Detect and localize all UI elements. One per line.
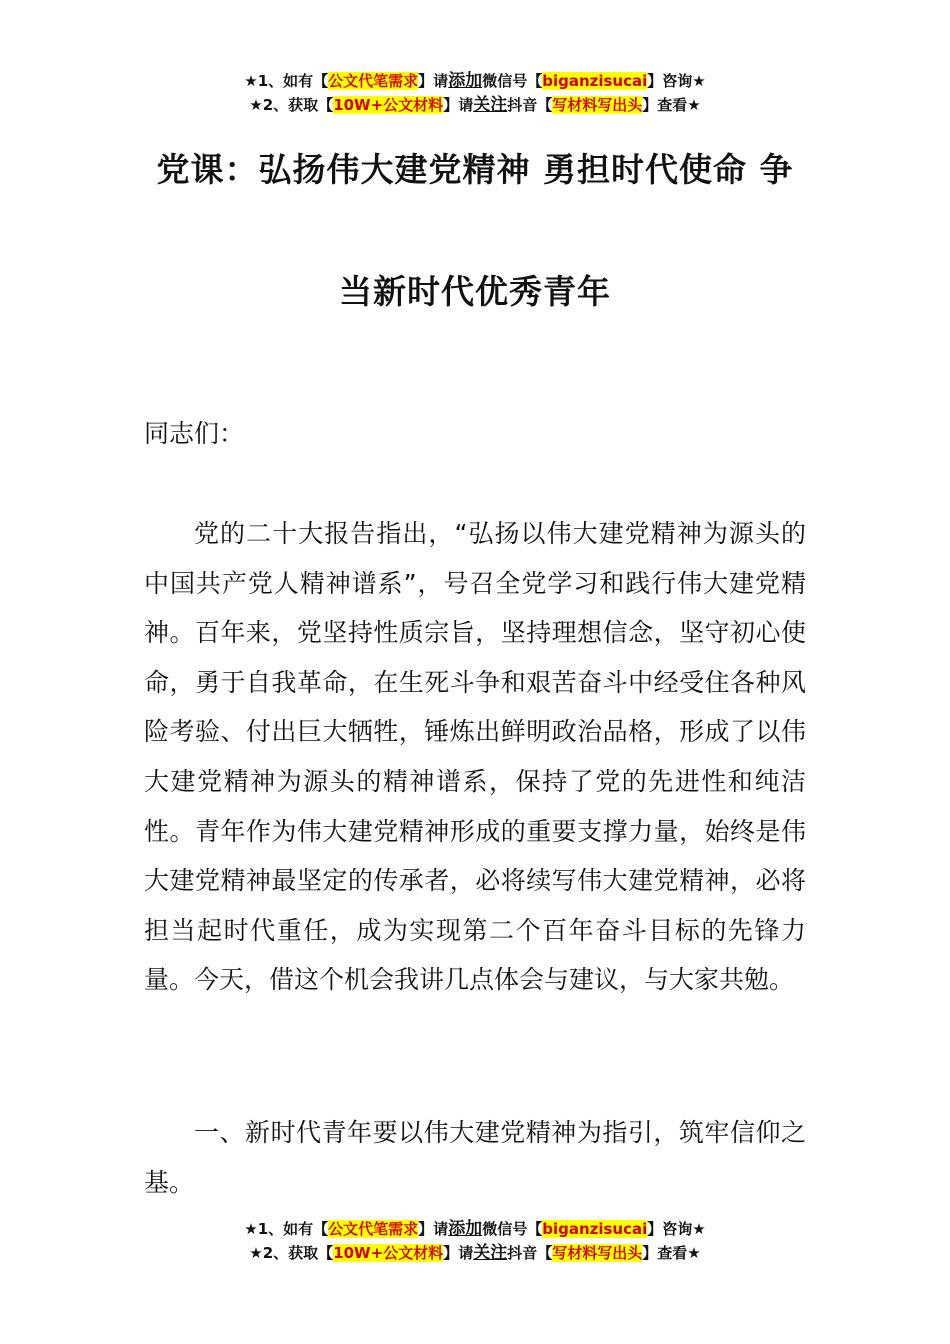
- promo-line-1: [0, 69, 950, 93]
- promo-text: ★2、获取【: [249, 1244, 334, 1262]
- body-paragraph-2: 一、新时代青年要以伟大建党精神为指引，筑牢信仰之基。: [144, 1118, 806, 1197]
- document-title-line-1: 党课：弘扬伟大建党精神 勇担时代使命 争: [156, 150, 794, 189]
- promo-highlight-materials: 10W+公文材料: [333, 96, 444, 114]
- promo-highlight-wechat-id: biganzisucai: [542, 1220, 648, 1238]
- footer-promo-banner: [0, 1217, 950, 1265]
- promo-text: 微信号【: [482, 1220, 543, 1238]
- promo-text: 】咨询★: [647, 1220, 706, 1238]
- promo-highlight-douyin: 写材料写出头: [552, 96, 643, 114]
- promo-text: 微信号【: [482, 72, 543, 90]
- promo-text: ★2、获取【: [249, 96, 334, 114]
- promo-text: 抖音【: [507, 1244, 553, 1262]
- promo-highlight-materials: 10W+公文材料: [333, 1244, 444, 1262]
- promo-underline-follow: 关注: [473, 95, 508, 115]
- promo-text: 】查看★: [642, 96, 701, 114]
- promo-text: ★1、如有【: [244, 72, 329, 90]
- greeting: 同志们：: [144, 419, 245, 448]
- body-paragraph-1: 党的二十大报告指出，“弘扬以伟大建党精神为源头的中国共产党人精神谱系”，号召全党学习和践行伟大建党精神。百年来，党坚持性质宗旨，坚持理想信念，坚守初心使命，勇于自我革命，在生死斗争和艰苦奋斗中经受住各种风险考验、付出巨大牺牲，锤炼出鲜明政治品格，形成了以伟大建党精神为源头的精神谱系，保持了党的先进性和纯洁性。青年作为伟大建党精神形成的重要支撑力量，始终是伟大建党精神最坚定的传承者，必将续写伟大建党精神，必将担当起时代重任，成为实现第二个百年奋斗目标的先锋力量。今天，借这个机会我讲几点体会与建议，与大家共勉。: [144, 519, 806, 995]
- promo-text: 】咨询★: [647, 72, 706, 90]
- promo-underline-follow: 关注: [473, 1243, 508, 1263]
- promo-highlight-wechat-id: biganzisucai: [542, 72, 648, 90]
- promo-line-2: [0, 93, 950, 117]
- promo-text: 抖音【: [507, 96, 553, 114]
- promo-highlight-service: 公文代笔需求: [328, 1220, 419, 1238]
- promo-highlight-douyin: 写材料写出头: [552, 1244, 643, 1262]
- promo-highlight-service: 公文代笔需求: [328, 72, 419, 90]
- document-title-line-2: 当新时代优秀青年: [339, 272, 611, 311]
- promo-underline-add: 添加: [448, 71, 483, 91]
- promo-line-2: [0, 1241, 950, 1265]
- promo-text: ★1、如有【: [244, 1220, 329, 1238]
- promo-underline-add: 添加: [448, 1219, 483, 1239]
- promo-text: 】请: [418, 1220, 449, 1238]
- promo-text: 】请: [418, 72, 449, 90]
- promo-text: 】请: [443, 96, 474, 114]
- header-promo-banner: [0, 69, 950, 117]
- promo-text: 】请: [443, 1244, 474, 1262]
- promo-line-1: [0, 1217, 950, 1241]
- promo-text: 】查看★: [642, 1244, 701, 1262]
